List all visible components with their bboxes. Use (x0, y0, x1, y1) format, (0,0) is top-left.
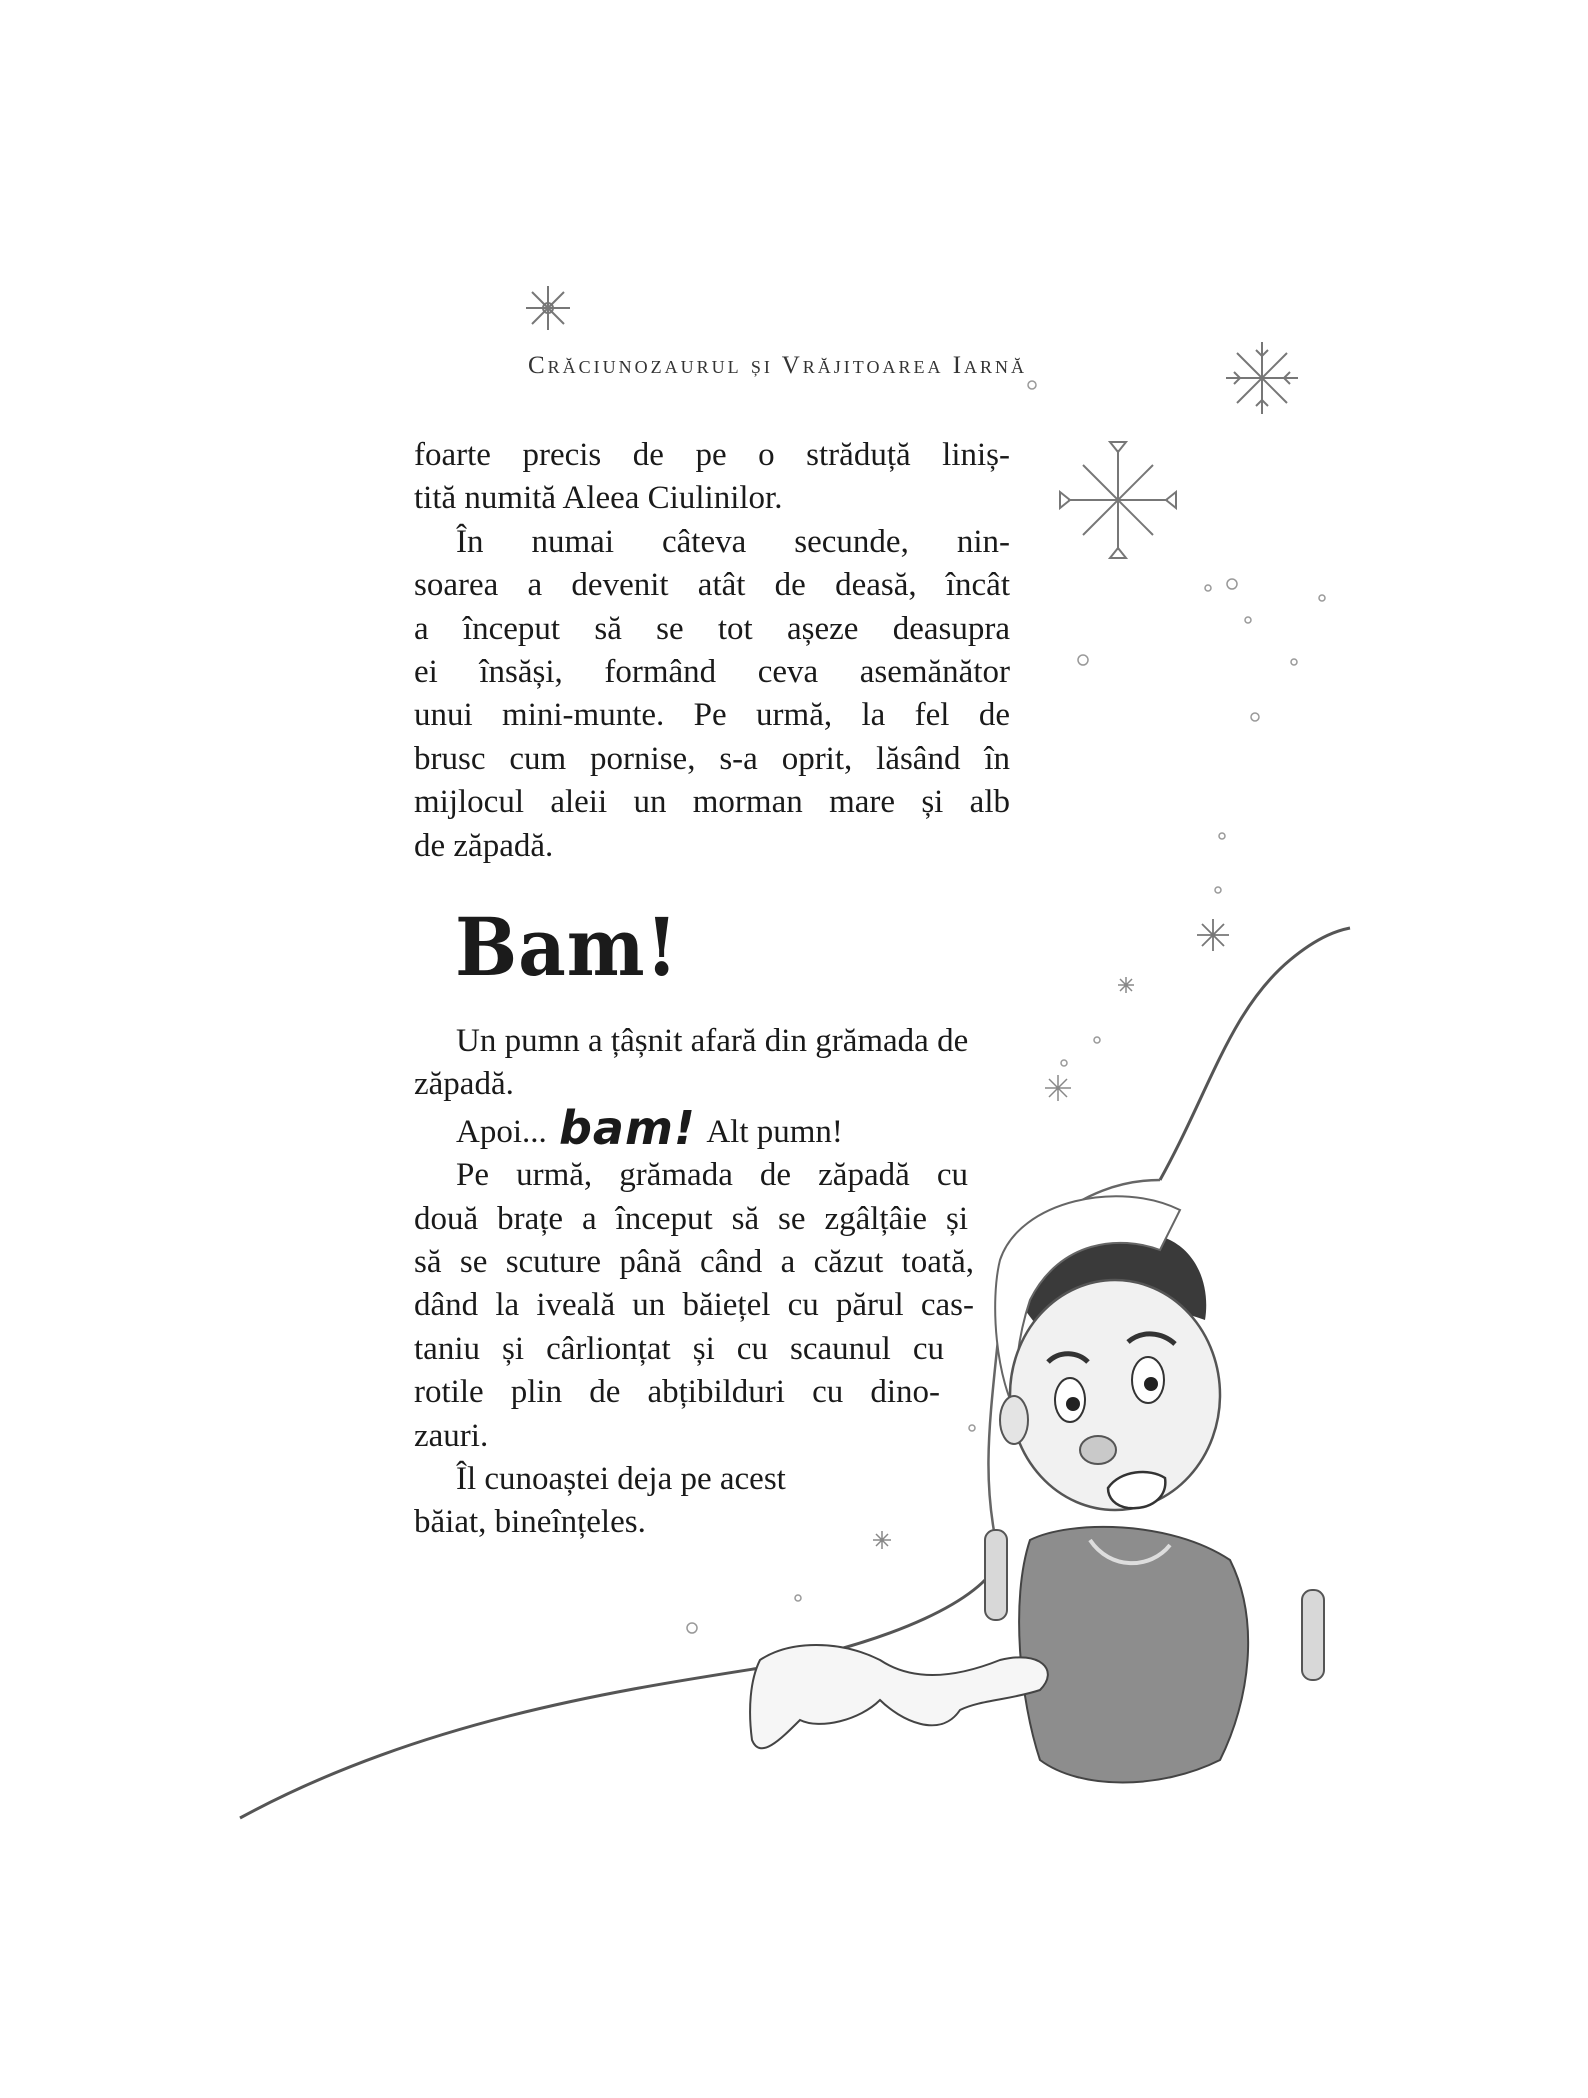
text-line: În numai câteva secunde, nin- (456, 523, 1010, 560)
text-line: mijlocul aleii un morman mare și alb (414, 784, 1010, 821)
text-line: Un pumn a țâșnit afară din grămada de (456, 1023, 969, 1059)
text-line: soarea a devenit atât de deasă, încât (414, 567, 1010, 604)
snowflake-icon (1226, 342, 1298, 414)
boy-hands (750, 1645, 1048, 1748)
text-line: Îl cunoaștei deja pe acest (456, 1461, 786, 1498)
bam-inline: bam! (559, 1100, 696, 1155)
text-line: dând la iveală un băiețel cu părul cas- (414, 1287, 974, 1324)
paragraph-block-top (414, 434, 1010, 868)
snowflake-icon (1118, 977, 1134, 993)
snowflake-icon (1197, 919, 1229, 951)
text-line: rotile plin de abțibilduri cu dino- (414, 1374, 940, 1411)
alt-pumn-text: Alt pumn! (706, 1113, 843, 1150)
text-line: a început să se tot așeze deasupra (414, 610, 1010, 647)
text-line: tită numită Aleea Ciulinilor. (414, 480, 783, 517)
text-line: ei însăși, formând ceva asemănător (414, 654, 1010, 691)
paragraph-block-bottom (414, 1020, 1064, 1545)
text-line: zauri. (414, 1417, 489, 1454)
text-line: zăpadă. (414, 1066, 514, 1103)
text-line: Pe urmă, grămada de zăpadă cu (456, 1157, 968, 1194)
running-header: Crăciunozaurul și Vrăjitoarea Iarnă (528, 352, 1028, 379)
snow-drift-curve (1160, 928, 1350, 1180)
snowflake-icon (1060, 442, 1176, 558)
text-line: foarte precis de pe o străduță liniș- (414, 437, 1010, 473)
text-line: două brațe a început să se zgâlțâie și (414, 1200, 968, 1237)
apoi-line (414, 1100, 1064, 1155)
text-line: taniu și cârlionțat și cu scaunul cu (414, 1330, 944, 1367)
text-line: brusc cum pornise, s-a oprit, lăsând în (414, 740, 1010, 777)
bam-heading: Bam! (455, 900, 679, 994)
boy-shirt (1019, 1527, 1248, 1783)
wheelchair-handle-right (1302, 1590, 1324, 1680)
text-line: să se scuture până când a căzut toată, (414, 1244, 974, 1281)
boy-nose (1080, 1436, 1116, 1464)
apoi-text: Apoi... (456, 1113, 547, 1150)
text-line: de zăpadă. (414, 827, 554, 864)
text-line: unui mini-munte. Pe urmă, la fel de (414, 697, 1010, 734)
text-line: băiat, bineînțeles. (414, 1504, 646, 1541)
snowflake-icon (526, 286, 570, 330)
